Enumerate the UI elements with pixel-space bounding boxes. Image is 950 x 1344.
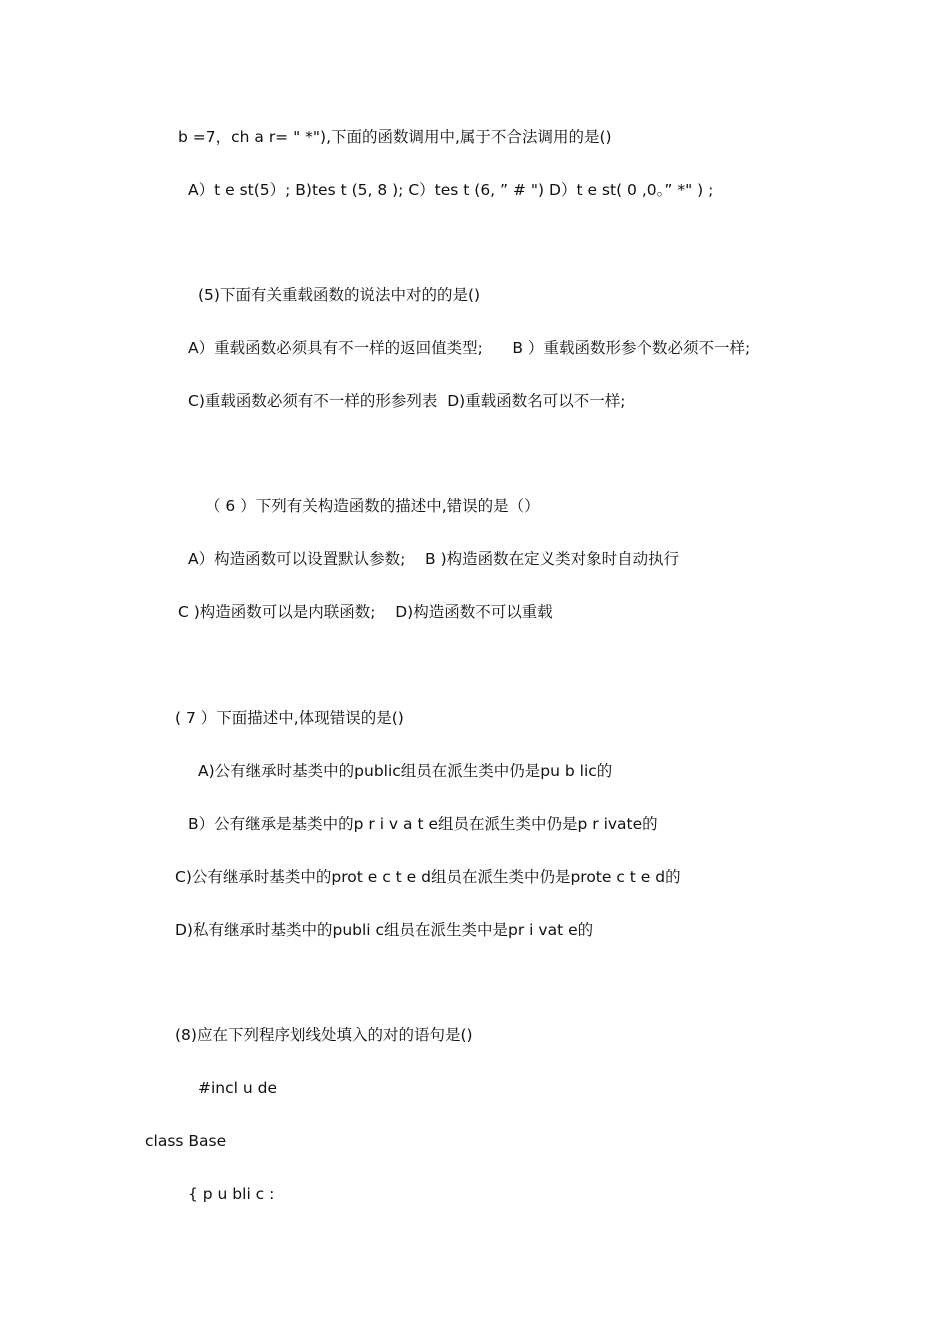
question-7-option-b: B）公有继承是基类中的p r i v a t e组员在派生类中仍是p r ivate的 — [188, 815, 658, 833]
code-line-class: class Base — [145, 1132, 227, 1150]
text-line-1: b =7，ch a r= " *"),下面的函数调用中,属于不合法调用的是() — [178, 128, 612, 146]
question-6-options-ab: A）构造函数可以设置默认参数; B )构造函数在定义类对象时自动执行 — [188, 550, 680, 568]
question-5-options-ab: A）重载函数必须具有不一样的返回值类型; B ）重载函数形参个数必须不一样; — [188, 339, 751, 357]
question-6-options-cd: C )构造函数可以是内联函数; D)构造函数不可以重载 — [178, 603, 553, 621]
question-5-options-cd: C)重载函数必须有不一样的形参列表 D)重载函数名可以不一样; — [188, 392, 626, 410]
question-7-option-c: C)公有继承时基类中的prot e c t e d组员在派生类中仍是prote c t e d的 — [175, 868, 681, 886]
question-7-option-d: D)私有继承时基类中的publi c组员在派生类中是pr i vat e的 — [175, 921, 594, 939]
question-7-option-a: A)公有继承时基类中的public组员在派生类中仍是pu b lic的 — [198, 762, 613, 780]
question-6-stem: （ 6 ）下列有关构造函数的描述中,错误的是（） — [205, 497, 540, 515]
question-8-stem: (8)应在下列程序划线处填入的对的语句是() — [175, 1026, 473, 1044]
question-7-stem: ( 7 ）下面描述中,体现错误的是() — [175, 709, 404, 727]
code-line-public: { p u bli c : — [188, 1185, 275, 1203]
code-line-include: #incl u de — [198, 1079, 277, 1097]
question-5-stem: (5)下面有关重载函数的说法中对的的是() — [198, 286, 481, 304]
text-line-2: A）t e st(5）; B)tes t (5, 8 ); C）tes t (6, ” # ") D）t e st( 0 ,0。” *" ) ; — [188, 181, 714, 199]
